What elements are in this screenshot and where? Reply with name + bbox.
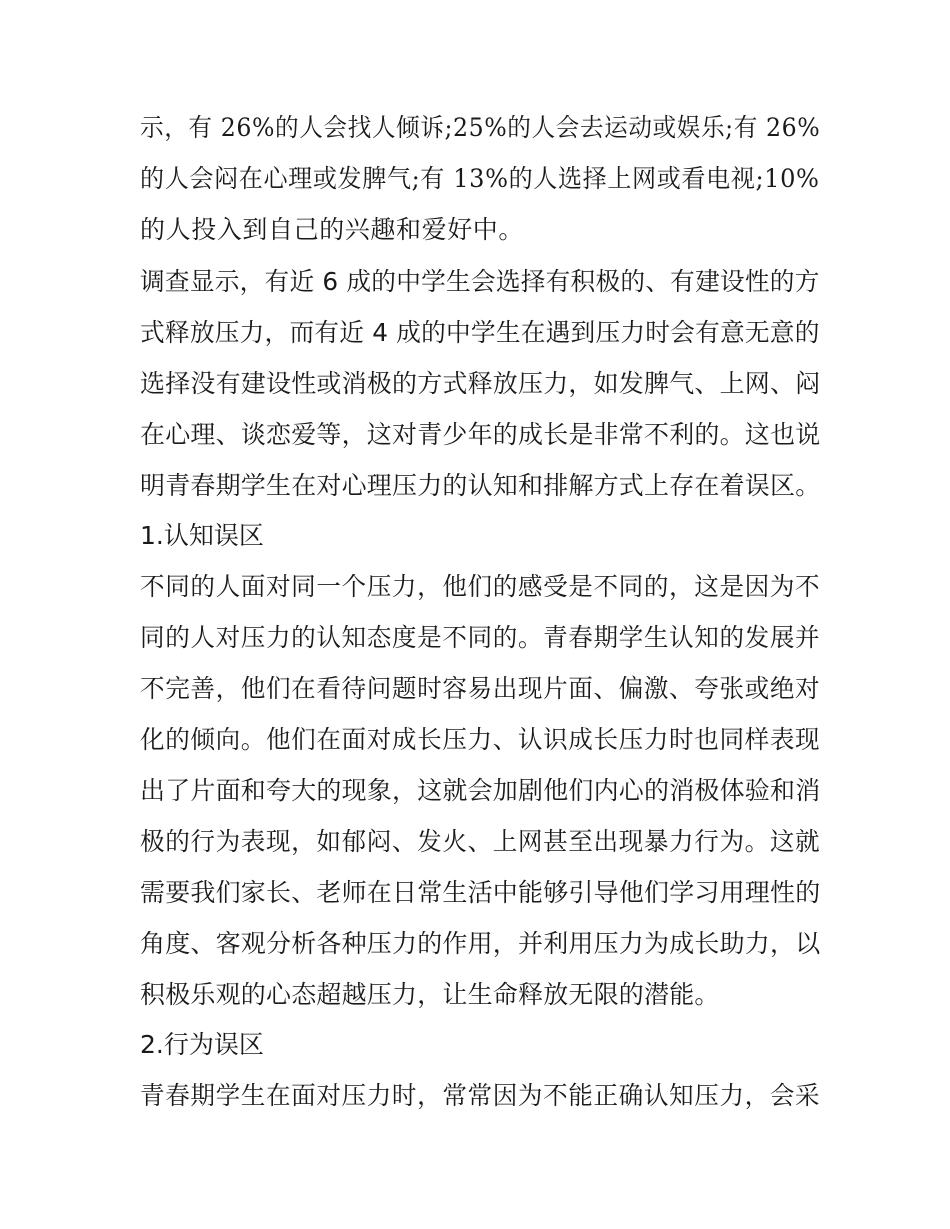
text-line-18: 积极乐观的心态超越压力，让生命释放无限的潜能。: [140, 980, 720, 1009]
text-line-1: 示，有 26%的人会找人倾诉;25%的人会去运动或娱乐;有 26%: [140, 113, 821, 142]
text-line-16: 需要我们家长、老师在日常生活中能够引导他们学习用理性的: [140, 878, 821, 907]
text-line-10: 不同的人面对同一个压力，他们的感受是不同的，这是因为不: [140, 572, 821, 601]
text-line-5: 式释放压力，而有近 4 成的中学生在遇到压力时会有意无意的: [140, 318, 820, 347]
text-line-12: 不完善，他们在看待问题时容易出现片面、偏激、夸张或绝对: [140, 674, 821, 703]
text-line-7: 在心理、谈恋爱等，这对青少年的成长是非常不利的。这也说: [140, 420, 821, 449]
text-line-13: 化的倾向。他们在面对成长压力、认识成长压力时也同样表现: [140, 725, 821, 754]
text-line-6: 选择没有建设性或消极的方式释放压力，如发脾气、上网、闷: [140, 369, 821, 398]
text-line-11: 同的人对压力的认知态度是不同的。青春期学生认知的发展并: [140, 623, 821, 652]
text-line-17: 角度、客观分析各种压力的作用，并利用压力为成长助力，以: [140, 929, 821, 958]
section-heading-behavior-misconception: 2.行为误区: [140, 1030, 264, 1059]
text-line-2: 的人会闷在心理或发脾气;有 13%的人选择上网或看电视;10%: [140, 164, 820, 193]
text-line-4: 调查显示，有近 6 成的中学生会选择有积极的、有建设性的方: [140, 267, 820, 296]
section-heading-cognitive-misconception: 1.认知误区: [140, 521, 264, 550]
text-line-3: 的人投入到自己的兴趣和爱好中。: [140, 215, 525, 244]
text-line-20: 青春期学生在面对压力时，常常因为不能正确认知压力，会采: [140, 1081, 821, 1110]
text-line-8: 明青春期学生在对心理压力的认知和排解方式上存在着误区。: [140, 471, 821, 500]
text-line-15: 极的行为表现，如郁闷、发火、上网甚至出现暴力行为。这就: [140, 827, 821, 856]
text-line-14: 出了片面和夸大的现象，这就会加剧他们内心的消极体验和消: [140, 776, 821, 805]
